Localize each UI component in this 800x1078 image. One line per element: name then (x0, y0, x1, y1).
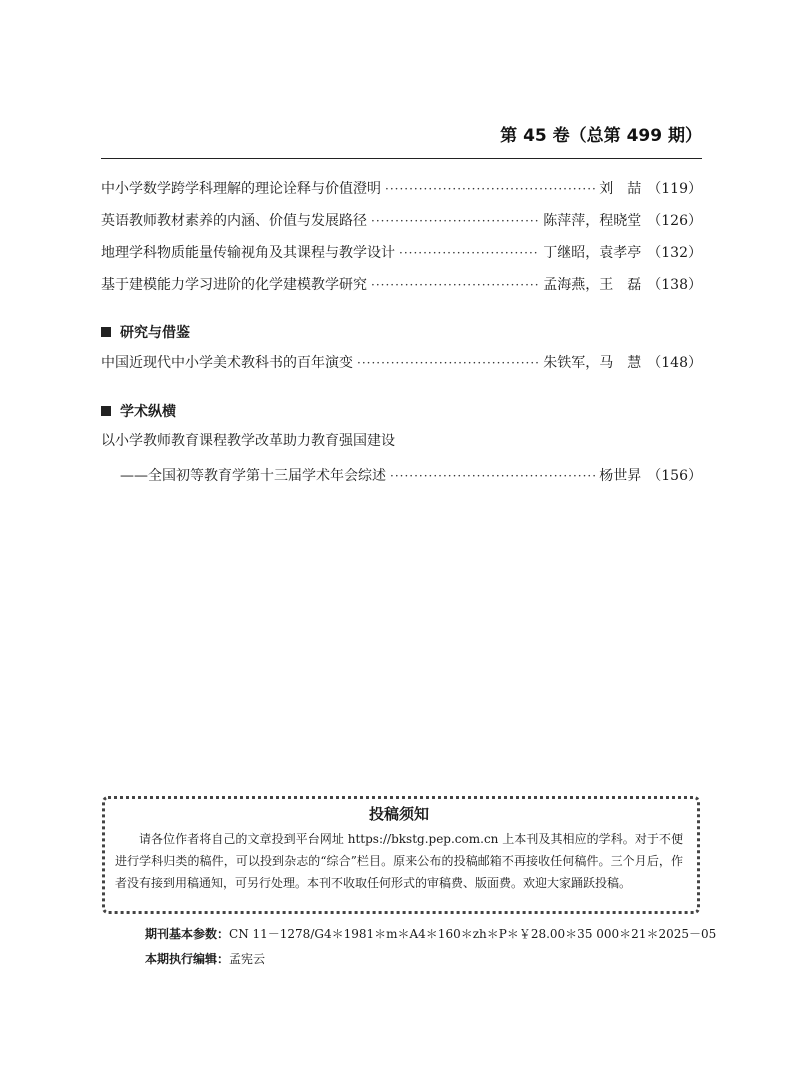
executive-editor-label: 本期执行编辑： (145, 952, 230, 966)
toc-entry-page: （138） (647, 277, 702, 293)
toc-entry[interactable] (120, 465, 702, 487)
executive-editor-name: 孟宪云 (229, 952, 266, 966)
toc-entry-author: 朱铁军，马 慧 (543, 355, 642, 371)
toc-entry[interactable] (101, 274, 702, 296)
toc-entry-title: 中小学数学跨学科理解的理论诠释与价值澄明 (101, 181, 381, 197)
executive-editor (145, 950, 265, 967)
dot-leader (371, 214, 539, 228)
toc-entry-page: （132） (647, 245, 702, 261)
toc-entry-title: 中国近现代中小学美术教科书的百年演变 (101, 355, 353, 371)
submission-notice-box (102, 796, 700, 914)
toc-entry[interactable] (101, 210, 702, 232)
dot-leader (371, 278, 539, 292)
toc-entry-author: 陈萍萍，程晓堂 (543, 213, 642, 229)
section-heading-academic (101, 401, 176, 421)
notice-title: 投稿须知 (368, 805, 429, 823)
toc-entry-page: （126） (647, 213, 702, 229)
toc-entry-page: （156） (647, 468, 702, 484)
section-square-icon (101, 327, 111, 337)
dot-leader (357, 356, 539, 370)
section-heading-label: 研究与借鉴 (120, 325, 190, 341)
toc-entry[interactable] (101, 242, 702, 264)
toc-entry-author: 刘 喆 (599, 181, 642, 197)
toc-entry-subtitle: ——全国初等教育学第十三届学术年会综述 (120, 468, 386, 484)
toc-entry-title: 英语教师教材素养的内涵、价值与发展路径 (101, 213, 367, 229)
toc-entry-author: 丁继昭，袁孝亭 (543, 245, 642, 261)
toc-entry-main-title[interactable]: 以小学教师教育课程教学改革助力教育强国建设 (101, 433, 395, 449)
volume-title: 第 45 卷（总第 499 期） (500, 126, 702, 146)
dot-leader (399, 246, 539, 260)
toc-entry-author: 孟海燕，王 磊 (543, 277, 642, 293)
journal-params (145, 925, 716, 942)
notice-body: 请各位作者将自己的文章投到平台网址 https://bkstg.pep.com.cn 上本刊及其相应的学科。对于不便进行学科归类的稿件，可以投到杂志的“综合”栏目。原来公布的投稿邮箱不再接收任何稿件。三个月后，作者没有接到用稿通知，可另行处理。本刊不收取任何形式的审稿费、版面费。欢迎大家踊跃投稿。 (115, 832, 683, 890)
section-square-icon (101, 406, 111, 416)
toc-entry-page: （148） (647, 355, 702, 371)
toc-entry-page: （119） (647, 181, 702, 197)
section-heading-research (101, 322, 190, 342)
header-rule (101, 158, 702, 159)
dot-leader (390, 469, 595, 483)
journal-params-label: 期刊基本参数： (145, 927, 230, 941)
section-heading-label: 学术纵横 (120, 404, 176, 420)
toc-entry-title: 地理学科物质能量传输视角及其课程与教学设计 (101, 245, 395, 261)
dot-leader (385, 182, 595, 196)
toc-entry[interactable] (101, 352, 702, 374)
toc-entry[interactable] (101, 178, 702, 200)
journal-params-value: CN 11－1278/G4＊1981＊m＊A4＊160＊zh＊P＊￥28.00＊35 000＊21＊2025－05 (229, 927, 717, 941)
toc-entry-author: 杨世昇 (599, 468, 642, 484)
toc-entry-title: 基于建模能力学习进阶的化学建模教学研究 (101, 277, 367, 293)
